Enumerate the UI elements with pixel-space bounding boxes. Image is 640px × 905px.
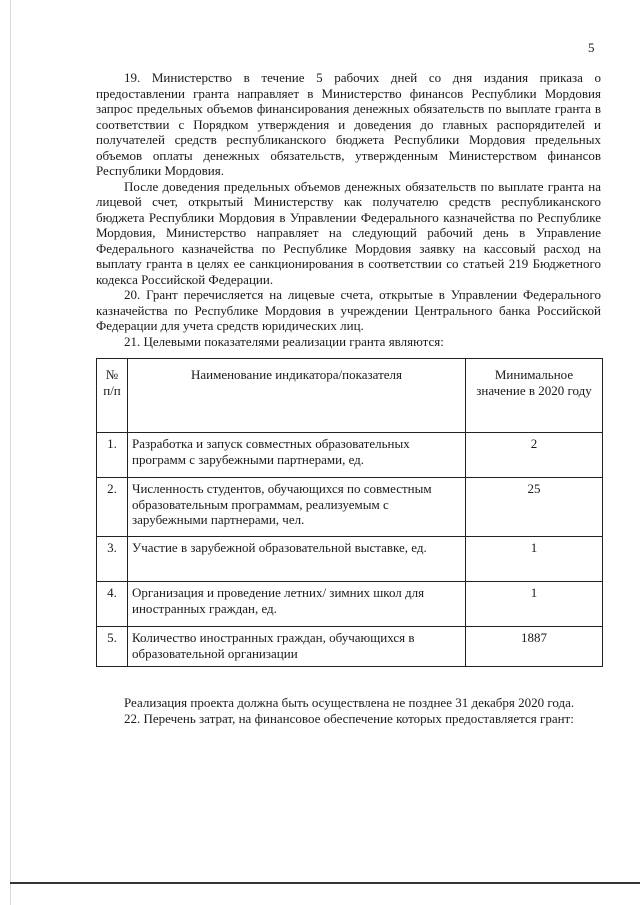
- table-row: [97, 433, 603, 478]
- row-indicator-name: Численность студентов, обучающихся по совместным образовательным программам, реализуемым с зарубежными партнерами, чел.: [128, 478, 466, 537]
- indicators-table-wrapper: [96, 358, 601, 667]
- paragraph-21: 21. Целевыми показателями реализации гранта являются:: [124, 333, 444, 349]
- indicators-table: [96, 358, 603, 667]
- row-number: 2.: [97, 478, 128, 537]
- page-number: 5: [588, 40, 595, 55]
- row-number: 5.: [97, 627, 128, 667]
- row-number: 3.: [97, 537, 128, 582]
- row-min-value: 2: [466, 433, 603, 478]
- paragraph-20: 20. Грант перечисляется на лицевые счета, открытые в Управлении Федерального казначейства по Республике Мордовия в учреждении Центрального банка Российской Федерации для учета средств юридических лиц.: [96, 287, 601, 333]
- paragraph-22: 22. Перечень затрат, на финансовое обеспечение которых предоставляется грант:: [124, 710, 574, 726]
- table-row: [97, 478, 603, 537]
- row-min-value: 1887: [466, 627, 603, 667]
- row-min-value: 1: [466, 582, 603, 627]
- table-row: [97, 627, 603, 667]
- row-indicator-name: Количество иностранных граждан, обучающихся в образовательной организации: [128, 627, 466, 667]
- table-row: [97, 582, 603, 627]
- paragraph-project-deadline: Реализация проекта должна быть осуществлена не позднее 31 декабря 2020 года.: [124, 695, 575, 710]
- header-min-value: Минимальное значение в 2020 году: [466, 359, 603, 433]
- scan-edge-line: [10, 0, 11, 905]
- table-header-row: [97, 359, 603, 433]
- row-min-value: 1: [466, 537, 603, 582]
- row-number: 4.: [97, 582, 128, 627]
- row-number: 1.: [97, 433, 128, 478]
- header-number: № п/п: [97, 359, 128, 433]
- table-row: [97, 537, 603, 582]
- row-min-value: 25: [466, 478, 603, 537]
- row-indicator-name: Участие в зарубежной образовательной выставке, ед.: [128, 537, 466, 582]
- document-body: [96, 70, 601, 726]
- header-indicator-name: Наименование индикатора/показателя: [128, 359, 466, 433]
- paragraph-19: 19. Министерство в течение 5 рабочих дней со дня издания приказа о предоставлении гранта направляет в Министерство финансов Республики Мордовия запрос предельных объемов финансирования денежных обязательств по выплате гранта в соответствии с Порядком утверждения и доведения до главных распорядителей и получателей средств республиканского бюджета Республики Мордовия предельных объемов оплаты денежных обязательств, утвержденным Министерством финансов Республики Мордовия.: [96, 70, 601, 178]
- page-bottom-border: [10, 882, 640, 884]
- row-indicator-name: Организация и проведение летних/ зимних школ для иностранных граждан, ед.: [128, 582, 466, 627]
- row-indicator-name: Разработка и запуск совместных образовательных программ с зарубежными партнерами, ед.: [128, 433, 466, 478]
- paragraph-19-continued: После доведения предельных объемов денежных обязательств по выплате гранта на лицевой счет, открытый Министерству как получателю средств республиканского бюджета Республики Мордовия в Управлении Федерального казначейства по Республике Мордовия, Министерство направляет на следующий рабочий день в Управление Федерального казначейства по Республике Мордовия заявку на кассовый расход на выплату гранта в целях ее санкционирования в соответствии со статьей 219 Бюджетного кодекса Российской Федерации.: [96, 178, 601, 287]
